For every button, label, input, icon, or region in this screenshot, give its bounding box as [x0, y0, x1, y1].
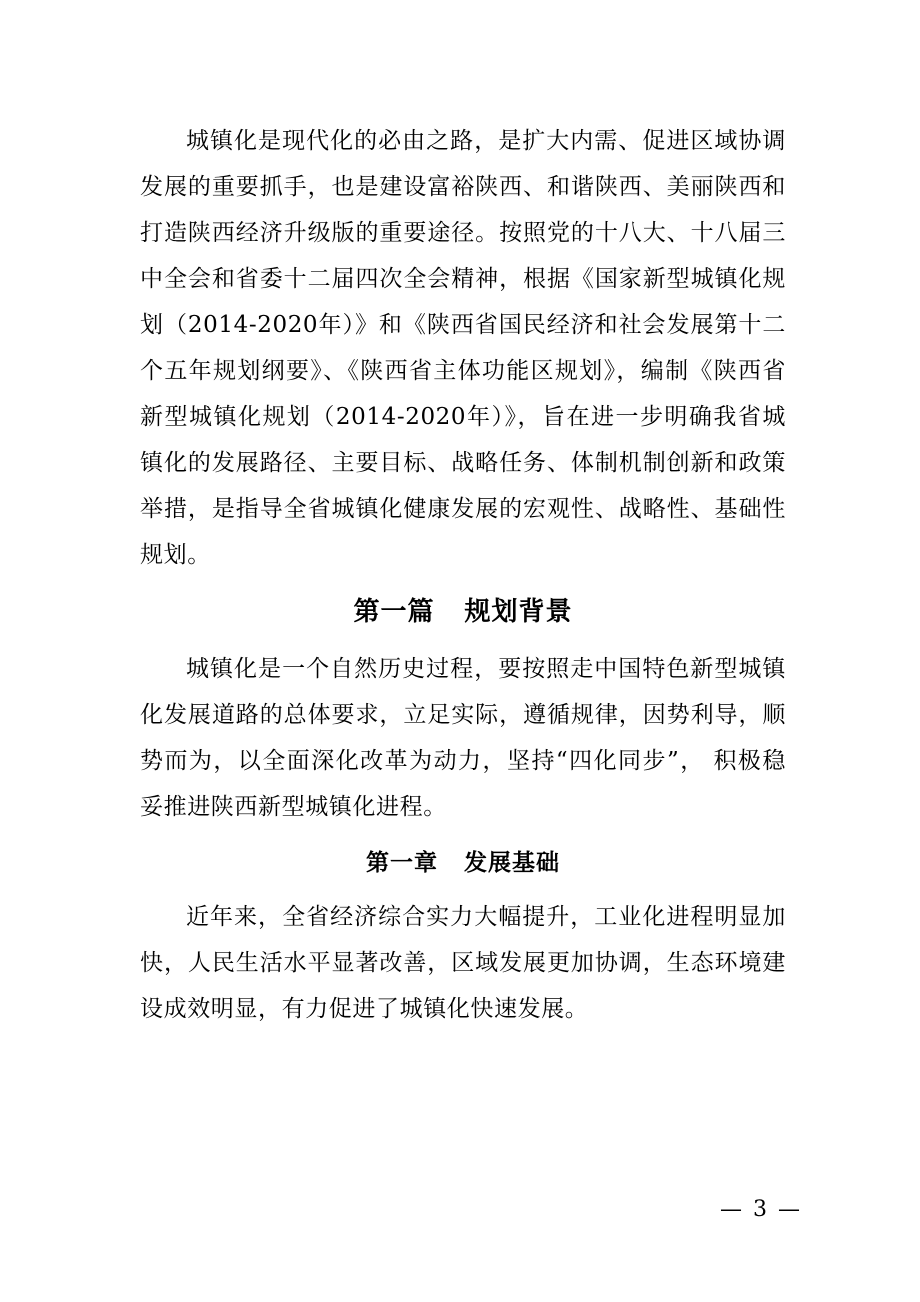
- chapter-paragraph: 近年来，全省经济综合实力大幅提升，工业化进程明显加快，人民生活水平显著改善，区域发展更加协调，生态环境建设成效明显，有力促进了城镇化快速发展。: [140, 904, 786, 1022]
- part-title: 规划背景: [464, 597, 573, 627]
- chapter-title: 发展基础: [464, 850, 560, 876]
- page-number: — 3 —: [720, 1197, 802, 1222]
- part-heading: [140, 586, 786, 638]
- chapter-heading: [140, 840, 786, 886]
- part-number: 第一篇: [353, 597, 435, 627]
- document-body: [140, 118, 786, 1032]
- intro-paragraph: 城镇化是现代化的必由之路，是扩大内需、促进区域协调发展的重要抓手，也是建设富裕陕西、和谐陕西、美丽陕西和打造陕西经济升级版的重要途径。按照党的十八大、十八届三中全会和省委十二届四次全会精神，根据《国家新型城镇化规划（2014-2020年）》和《陕西省国民经济和社会发展第十二个五年规划纲要》、《陕西省主体功能区规划》，编制《陕西省新型城镇化规划（2014-2020年）》，旨在进一步明确我省城镇化的发展路径、主要目标、战略任务、体制机制创新和政策举措，是指导全省城镇化健康发展的宏观性、战略性、基础性规划。: [140, 128, 786, 568]
- part-paragraph: 城镇化是一个自然历史过程，要按照走中国特色新型城镇化发展道路的总体要求，立足实际，遵循规律，因势利导，顺势而为，以全面深化改革为动力，坚持“四化同步”， 积极稳妥推进陕西新型城镇化进程。: [140, 656, 786, 820]
- chapter-number: 第一章: [366, 850, 438, 876]
